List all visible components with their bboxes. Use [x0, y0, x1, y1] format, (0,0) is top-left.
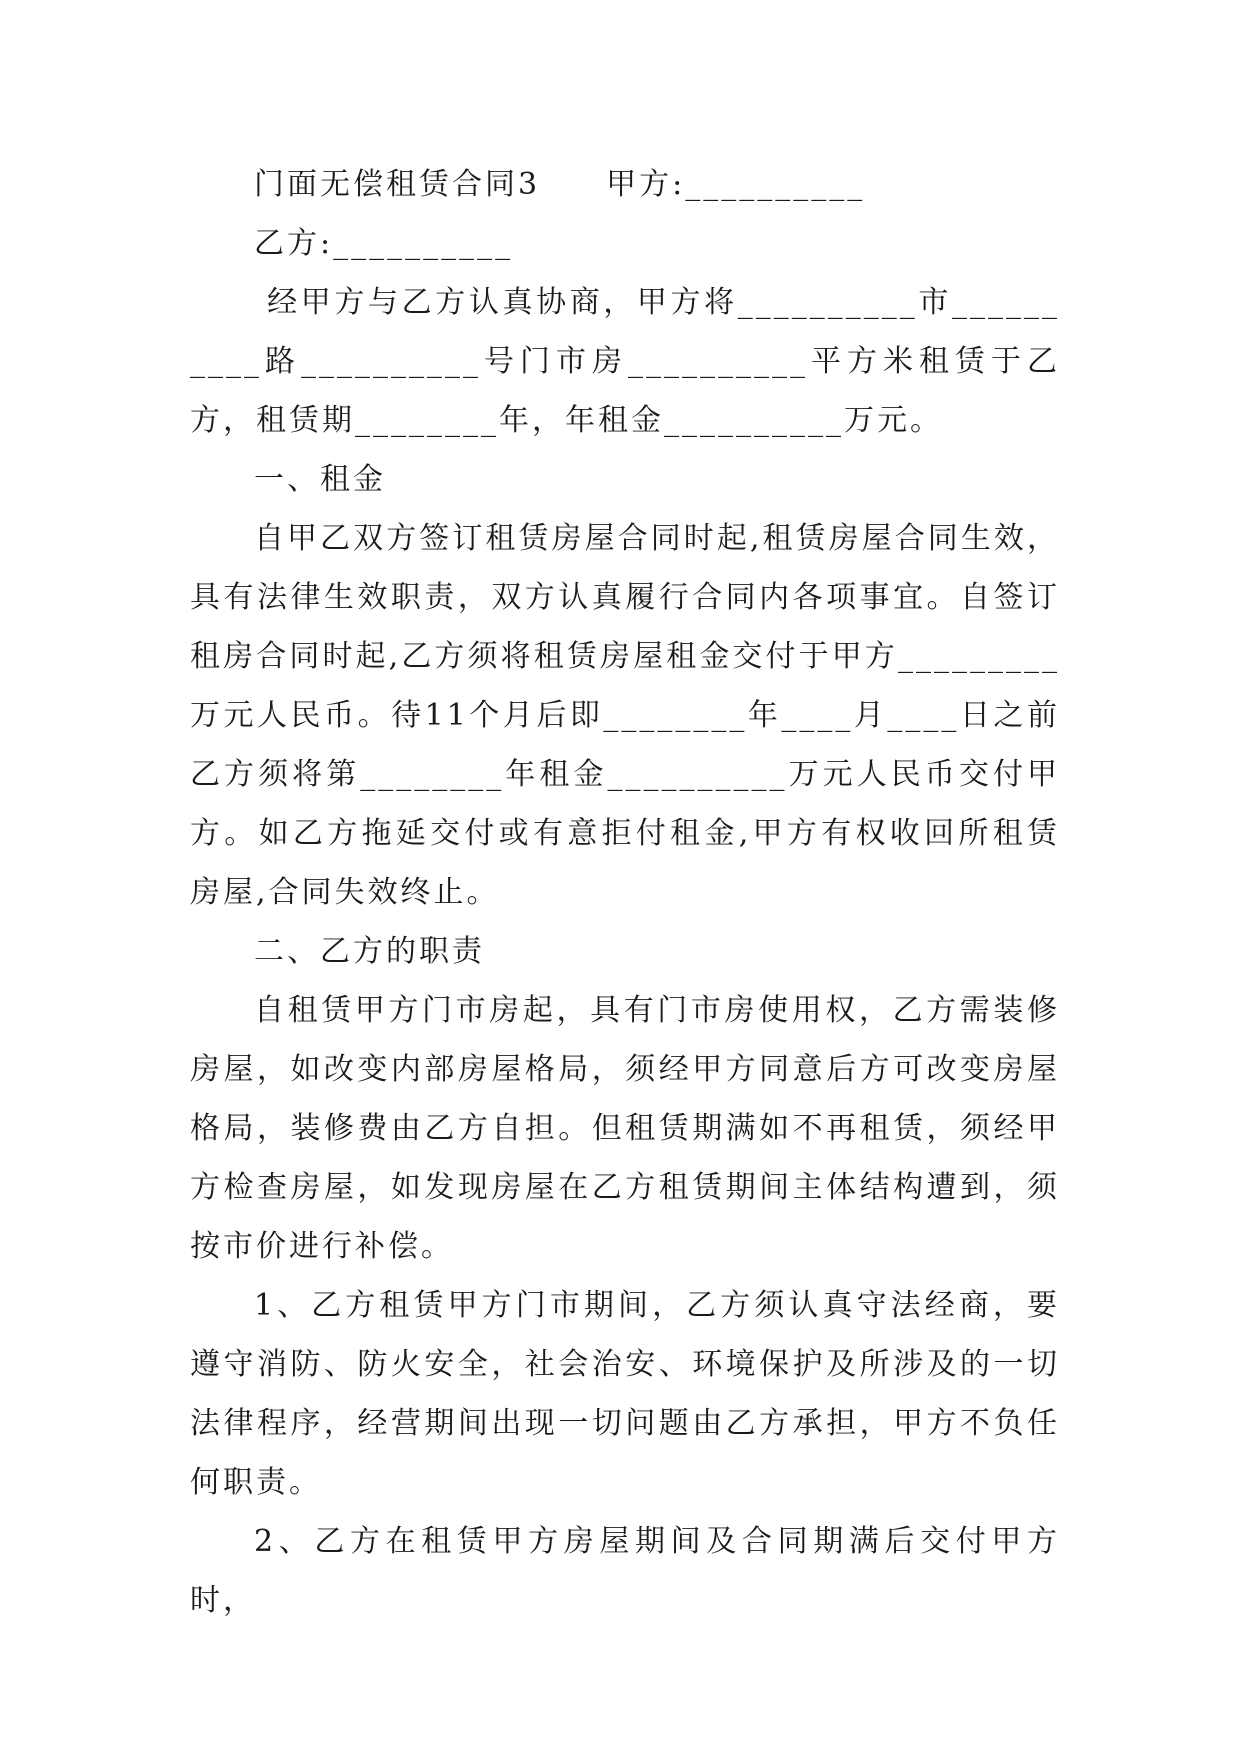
section-1-body: 自甲乙双方签订租赁房屋合同时起,租赁房屋合同生效，具有法律生效职责，双方认真履行合同内各项事宜。自签订租房合同时起,乙方须将租赁房屋租金交付于甲方_________万元人民币。待11个月后即________年____月____日之前乙方须将第________年租金__________万元人民币交付甲方。如乙方拖延交付或有意拒付租金,甲方有权收回所租赁房屋,合同失效终止。 — [190, 521, 1060, 910]
party-b-line: 乙方:__________ — [254, 226, 514, 261]
title-line: 门面无偿租赁合同3 甲方:__________ — [254, 167, 866, 202]
section-2-body: 自租赁甲方门市房起，具有门市房使用权，乙方需装修房屋，如改变内部房屋格局，须经甲方同意后方可改变房屋格局，装修费由乙方自担。但租赁期满如不再租赁，须经甲方检查房屋，如发现房屋在乙方租赁期间主体结构遭到，须按市价进行补偿。 — [190, 993, 1060, 1264]
intro-paragraph: 经甲方与乙方认真协商，甲方将__________市__________路__________号门市房__________平方米租赁于乙方，租赁期________年，年租金__________万元。 — [190, 285, 1060, 438]
section-1-heading: 一、租金 — [254, 462, 386, 497]
clause-2: 2、乙方在租赁甲方房屋期间及合同期满后交付甲方时， — [190, 1524, 1060, 1618]
document-body — [190, 155, 1060, 1630]
clause-1: 1、乙方租赁甲方门市期间，乙方须认真守法经商，要遵守消防、防火安全，社会治安、环境保护及所涉及的一切法律程序，经营期间出现一切问题由乙方承担，甲方不负任何职责。 — [190, 1288, 1060, 1500]
section-2-heading: 二、乙方的职责 — [254, 934, 485, 969]
